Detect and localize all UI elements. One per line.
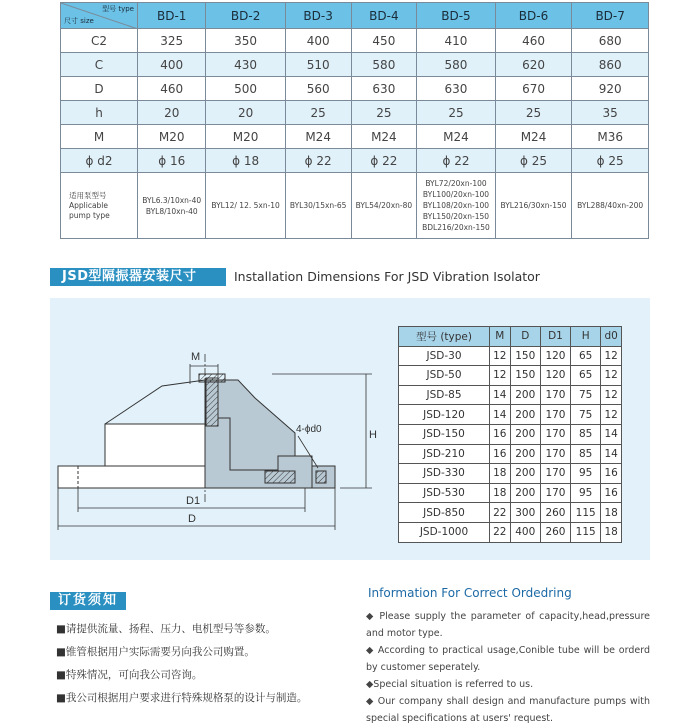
jsd-cell: 22 [490, 522, 511, 542]
bd-row-label: D [61, 77, 138, 101]
jsd-header-cell: D [510, 327, 540, 347]
bd-cell: 560 [285, 77, 351, 101]
pump-cell [285, 173, 351, 239]
jsd-cell: 18 [601, 503, 622, 523]
bd-cell: 20 [138, 101, 206, 125]
jsd-table-header [399, 327, 622, 347]
bd-cell: 510 [285, 53, 351, 77]
jsd-cell: 16 [490, 424, 511, 444]
jsd-cell: 115 [571, 522, 601, 542]
ordering-item-cn: ■特殊情况，可向我公司咨询。 [56, 669, 203, 681]
jsd-header-cell: H [571, 327, 601, 347]
jsd-cell: 95 [571, 483, 601, 503]
jsd-cell: 150 [510, 346, 540, 366]
jsd-cell: 170 [540, 405, 570, 425]
bd-dimension-table [60, 2, 649, 239]
bd-cell: 450 [351, 29, 417, 53]
bd-cell: 25 [495, 101, 572, 125]
bd-cell: 350 [206, 29, 285, 53]
bd-table-header [61, 3, 649, 29]
bd-cell: ϕ 22 [285, 149, 351, 173]
pump-type: BYL30/15xn-65 [289, 201, 347, 210]
jsd-cell: 200 [510, 424, 540, 444]
jsd-cell: 170 [540, 424, 570, 444]
bd-cell: 400 [285, 29, 351, 53]
jsd-cell: 200 [510, 405, 540, 425]
jsd-cell: 120 [540, 366, 570, 386]
pump-type: BYL108/20xn-100 [422, 201, 490, 210]
ordering-item-en: ◆ According to practical usage,Conible tube will be orderd by customer seperately. [366, 645, 650, 673]
jsd-cell: 95 [571, 464, 601, 484]
jsd-cell: 170 [540, 464, 570, 484]
jsd-cell: 12 [601, 385, 622, 405]
pump-type: BYL216/30xn-150 [500, 201, 567, 210]
bd-table-row [61, 101, 649, 125]
pump-type: BYL54/20xn-80 [355, 201, 413, 210]
jsd-cell: 75 [571, 405, 601, 425]
bd-model-header: BD-1 [138, 3, 206, 29]
bd-cell: 25 [351, 101, 417, 125]
bd-row-label: ϕ d2 [61, 149, 138, 173]
jsd-cell: JSD-85 [399, 385, 490, 405]
bd-cell: 25 [417, 101, 495, 125]
jsd-cell: JSD-850 [399, 503, 490, 523]
bd-cell: ϕ 18 [206, 149, 285, 173]
bd-cell: ϕ 22 [351, 149, 417, 173]
jsd-cell: 14 [601, 424, 622, 444]
jsd-section-title-en: Installation Dimensions For JSD Vibration Isolator [234, 269, 540, 284]
bd-cell: M20 [206, 125, 285, 149]
pump-type: BYL100/20xn-100 [422, 190, 490, 199]
jsd-section-header [50, 268, 650, 286]
pump-cell [417, 173, 495, 239]
pump-cell [495, 173, 572, 239]
label-hole: 4-ϕd0 [296, 424, 322, 435]
bd-table-row [61, 149, 649, 173]
ordering-item-cn: ■我公司根据用户要求进行特殊规格泵的设计与制造。 [56, 692, 308, 704]
jsd-cell: 260 [540, 503, 570, 523]
ordering-item-cn: ■锥管根据用户实际需要另向我公司购置。 [56, 646, 255, 658]
jsd-cell: 18 [490, 464, 511, 484]
ordering-item-cn: ■请提供流量、扬程、压力、电机型号等参数。 [56, 623, 276, 635]
bd-cell: M24 [351, 125, 417, 149]
jsd-cell: 400 [510, 522, 540, 542]
jsd-cell: 200 [510, 385, 540, 405]
bd-cell: 20 [206, 101, 285, 125]
pump-label-cn: 适用泵型号 [69, 190, 107, 200]
jsd-cell: 12 [601, 346, 622, 366]
jsd-header-cell: 型号 (type) [399, 327, 490, 347]
label-m: M [191, 351, 201, 363]
pump-type: BYL8/10xn-40 [145, 206, 198, 216]
dim-d1 [78, 488, 305, 512]
jsd-cell: JSD-210 [399, 444, 490, 464]
jsd-cell: JSD-1000 [399, 522, 490, 542]
jsd-cell: 14 [490, 405, 511, 425]
label-d1: D1 [186, 495, 201, 507]
pump-type: BYL12/ 12. 5xn-10 [211, 201, 280, 210]
pump-type: BYL150/20xn-150 [422, 212, 490, 221]
bd-cell: M24 [495, 125, 572, 149]
bd-model-header: BD-3 [285, 3, 351, 29]
bd-cell: ϕ 22 [417, 149, 495, 173]
jsd-cell: 260 [540, 522, 570, 542]
bd-row-label: M [61, 125, 138, 149]
bd-cell: M36 [572, 125, 649, 149]
bd-cell: 400 [138, 53, 206, 77]
bd-cell: 630 [351, 77, 417, 101]
ordering-list-en [366, 608, 650, 727]
jsd-cell: 170 [540, 385, 570, 405]
jsd-cell: 18 [601, 522, 622, 542]
ordering-item-en: ◆ Our company shall design and manufacture pumps with special specifications at users' request. [366, 696, 650, 724]
ordering-list-cn [56, 622, 356, 714]
jsd-cell: 200 [510, 464, 540, 484]
jsd-cell: JSD-530 [399, 483, 490, 503]
jsd-header-cell: M [490, 327, 511, 347]
jsd-cell: 14 [601, 444, 622, 464]
jsd-cell: 12 [490, 366, 511, 386]
bd-cell: 325 [138, 29, 206, 53]
bd-cell: 630 [417, 77, 495, 101]
jsd-cell: JSD-50 [399, 366, 490, 386]
jsd-cell: 22 [490, 503, 511, 523]
jsd-cell: JSD-120 [399, 405, 490, 425]
bd-cell: 410 [417, 29, 495, 53]
jsd-table-row [399, 346, 622, 366]
bd-model-header: BD-5 [417, 3, 495, 29]
bd-model-header: BD-7 [572, 3, 649, 29]
pump-cell [206, 173, 285, 239]
jsd-cell: 16 [601, 483, 622, 503]
jsd-cell: 85 [571, 444, 601, 464]
bd-cell: 580 [417, 53, 495, 77]
bd-cell: 620 [495, 53, 572, 77]
jsd-cell: 200 [510, 444, 540, 464]
jsd-cell: 12 [601, 405, 622, 425]
pump-type: BYL288/40xn-200 [577, 201, 644, 210]
jsd-table-row [399, 366, 622, 386]
jsd-cell: 16 [490, 444, 511, 464]
bd-table-row [61, 29, 649, 53]
pump-type: BYL72/20xn-100 [425, 179, 487, 188]
jsd-cell: 75 [571, 385, 601, 405]
bd-cell: 25 [285, 101, 351, 125]
bd-table-row [61, 77, 649, 101]
jsd-table-row [399, 424, 622, 444]
isolator-exterior [58, 380, 205, 488]
jsd-table-row [399, 444, 622, 464]
bd-cell: M24 [285, 125, 351, 149]
jsd-cell: 170 [540, 483, 570, 503]
pump-type: BDL216/20xn-150 [422, 223, 490, 232]
bd-row-label: C2 [61, 29, 138, 53]
pump-label-en: Applicable [69, 200, 108, 210]
pump-cell [138, 173, 206, 239]
jsd-diagram-panel [50, 298, 650, 560]
jsd-table-row [399, 464, 622, 484]
jsd-table-row [399, 405, 622, 425]
bd-row-label: C [61, 53, 138, 77]
bd-cell: 680 [572, 29, 649, 53]
ordering-title-cn: 订货须知 [50, 592, 126, 610]
jsd-dimension-table [398, 326, 622, 543]
jsd-table-row [399, 385, 622, 405]
bd-cell: ϕ 25 [495, 149, 572, 173]
jsd-cell: 65 [571, 346, 601, 366]
ordering-item-en: ◆ Please supply the parameter of capacity,head,pressure and motor type. [366, 611, 650, 639]
jsd-cell: 150 [510, 366, 540, 386]
jsd-cell: JSD-30 [399, 346, 490, 366]
jsd-cell: 300 [510, 503, 540, 523]
bd-model-header: BD-2 [206, 3, 285, 29]
jsd-header-cell: d0 [601, 327, 622, 347]
jsd-cell: 115 [571, 503, 601, 523]
bd-model-header: BD-4 [351, 3, 417, 29]
bd-cell: 860 [572, 53, 649, 77]
bd-cell: M20 [138, 125, 206, 149]
jsd-cell: 65 [571, 366, 601, 386]
bd-cell: 580 [351, 53, 417, 77]
bd-cell: ϕ 16 [138, 149, 206, 173]
jsd-cell: 120 [540, 346, 570, 366]
pump-type-label [61, 173, 138, 239]
bd-model-header: BD-6 [495, 3, 572, 29]
bd-cell: 460 [495, 29, 572, 53]
pump-type: BYL6.3/10xn-40 [142, 195, 202, 205]
bd-cell: ϕ 25 [572, 149, 649, 173]
jsd-table-row [399, 503, 622, 523]
jsd-cell: 16 [601, 464, 622, 484]
pump-cell [572, 173, 649, 239]
bd-cell: 920 [572, 77, 649, 101]
jsd-cell: JSD-330 [399, 464, 490, 484]
jsd-cell: 85 [571, 424, 601, 444]
ordering-item-en: ◆Special situation is referred to us. [366, 679, 534, 690]
corner-size-label: 尺寸 size [64, 17, 94, 25]
label-h: H [369, 429, 377, 441]
jsd-cell: 200 [510, 483, 540, 503]
bd-table-row [61, 125, 649, 149]
bd-cell: 35 [572, 101, 649, 125]
jsd-cell: 14 [490, 385, 511, 405]
bd-cell: 500 [206, 77, 285, 101]
corner-type-label: 型号 type [102, 5, 134, 13]
jsd-table-row [399, 522, 622, 542]
bd-cell: 430 [206, 53, 285, 77]
bd-cell: 670 [495, 77, 572, 101]
bd-cell: M24 [417, 125, 495, 149]
jsd-cell: 18 [490, 483, 511, 503]
pump-cell [351, 173, 417, 239]
bd-table-row [61, 53, 649, 77]
label-d: D [188, 513, 196, 525]
jsd-header-cell: D1 [540, 327, 570, 347]
jsd-table-row [399, 483, 622, 503]
bd-row-label: h [61, 101, 138, 125]
pump-label-en: pump type [69, 210, 110, 220]
jsd-cell: 12 [490, 346, 511, 366]
bd-pump-row [61, 173, 649, 239]
jsd-section-title-cn: JSD型隔振器安装尺寸 [50, 268, 226, 286]
bd-table-corner [61, 3, 138, 29]
jsd-cell: 170 [540, 444, 570, 464]
bd-cell: 460 [138, 77, 206, 101]
jsd-cell: 12 [601, 366, 622, 386]
jsd-cell: JSD-150 [399, 424, 490, 444]
ordering-title-en: Information For Correct Ordedring [368, 586, 572, 600]
